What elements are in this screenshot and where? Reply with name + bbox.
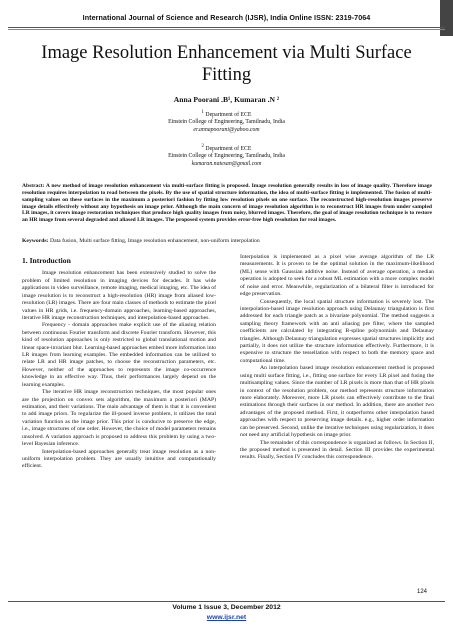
keywords-label: Keywords: (22, 238, 49, 244)
footer-url-link[interactable]: www.ijsr.net (206, 614, 247, 621)
keywords (22, 238, 432, 244)
right-paragraph: Interpolation is implemented as a pixel wise average algorithm of the LR measurements. It is proven to be the optimal solution in the maximum-likelihood (ML) sense with Gaussian additive noise. Instead of average operation, a median operation is adopted to seek for a robust ML estimation with a more complex model of noise and error. Meanwhile, regularization of a bilateral filter is introduced for edge preservation. (240, 254, 434, 298)
section-heading-introduction: 1. Introduction (22, 256, 71, 265)
left-paragraph: The iterative HR image reconstruction techniques, the most popular ones are the projection on convex sets algorithm, the maximum a posteriori (MAP) estimation, and their variations. The main advantage of them is that it is convenient to add image priors. To regularize the ill-posed inverse problem, it utilizes the total variation function as the image prior. This prior is conducive to preserve the edge, i.e., image structures of one order. However, the choice of model parameters remains unsolved. A variation approach is proposed to address this problem by using a two-level Bayesian inference. (22, 389, 216, 448)
author-line: Anna Poorani .B¹, Kumaran .N ² (173, 95, 280, 104)
left-paragraph: Image resolution enhancement has been extensively studied to solve the problem of limited resolution in imaging devices for decades. It has wide applications in video surveillance, remote imaging, medical imaging, etc. The idea of image resolution is to reconstruct a high-resolution (HR) image from aliased low-resolution (LR) images. There are four main classes of methods to estimate the pixel values in HR grids, i.e. frequency-domain approaches, learning-based approaches, iterative HR image reconstruction techniques, and interpolation-based approaches. (22, 270, 216, 321)
left-paragraph: Frequency - domain approaches make explicit use of the aliasing relation between continuous Fourier transform and discrete Fourier transform. However, this kind of resolution approaches is only restricted to global translational motion and linear space-invariant blur. Learning-based approaches embed more information into LR images from learning examples. The embedded information can be utilized to relate LR and HR image patches, to choose the reconstruction parameters, etc. However, neither of the approaches to represents the image co-occurrence knowledge in an effective way. Thus, their performances largely depend on the learning examples. (22, 322, 216, 388)
journal-header: International Journal of Science and Research (IJSR), India Online ISSN: 2319-7064 (82, 13, 371, 22)
affiliation-1 (0, 109, 453, 134)
abstract-text: A new method of image resolution enhancement via multi-surface fitting is proposed. Image resolution generally results in loss of image quality. Therefore image resolution requires interpolation to read between the pixels. By the use of spatial structure information, the idea of multi-surface fitting is implemented. The fusion of multi-sampling values on these surfaces in the maximum a posteriori fashion by fitting low resolution pixels on one surface. The reconstructed high-resolution images preserve image details effectively without any hypothesis on image prior. Although the main concern of image resolution algorithm is to reconstruct HR images from under sampled LR images, it covers image restoration techniques that produce high quality images from noisy, blurred images. Therefore, the goal of image resolution technique is to restore an HR image from several degraded and aliased LR images. The proposed system provides error-free high resolution for real images. (22, 183, 432, 224)
footer-issue: Volume 1 Issue 3, December 2012 (172, 604, 281, 611)
abstract-label: Abstract: (22, 183, 45, 189)
right-column (240, 254, 434, 462)
right-paragraph: An interpolation based image resolution enhancement method is proposed using multi surface fitting, i.e., fitting one surface for every LR pixel and fusing the multisampling values. Since the number of LR pixels is more than that of HR pixels in context of the resolution problem, our method represents structure information more elaborately. Moreover, more LR pixels can effectively contribute to the final estimations through their surfaces in our method. In addition, there are another two advantages of the proposed method. First, it outperforms other interpolation based approaches with respect to preserving image details. e.g., higher order information can be preserved. Second, unlike the iterative techniques using regularization, it does not need any artificial hypothesis on image prior. (240, 365, 434, 439)
header-rule (8, 27, 445, 28)
affiliation-1-dept: Department of ECE (205, 111, 252, 118)
page-number: 124 (417, 589, 428, 595)
left-column (22, 254, 216, 471)
affiliation-1-sup: 1 (201, 110, 204, 115)
footer-rule (8, 601, 445, 602)
affiliation-2-college: Einstein College of Engineering, Tamilnadu, India (168, 153, 285, 160)
affiliation-2 (0, 143, 453, 168)
affiliation-2-dept: Department of ECE (205, 145, 252, 152)
affiliation-2-email[interactable]: kumaran.natesan@gmail.com (191, 160, 262, 167)
affiliation-1-email[interactable]: er.annapoorani@yahoo.com (193, 126, 260, 133)
paper-title: Image Resolution Enhancement via Multi Surface Fitting (41, 43, 412, 85)
left-paragraph: Interpolation-based approaches generally treat image resolution as a non-uniform interpolation problem. They are usually intuitive and computationally efficient. (22, 448, 216, 470)
abstract (22, 183, 432, 224)
affiliation-2-sup: 2 (201, 144, 204, 149)
affiliation-1-college: Einstein College of Engineering, Tamilnadu, India (168, 119, 285, 126)
keywords-text: Data fusion, Multi surface fitting, Image resolution enhancement, non-uniform interpolation (49, 238, 260, 244)
header-rule-secondary (8, 29, 445, 30)
right-paragraph: The remainder of this correspondence is organized as follows. In Section II, the proposed method is presented in detail. Section III provides the experimental results. Finally, Section IV concludes this correspondence. (240, 439, 434, 461)
right-paragraph: Consequently, the local spatial structure information is severely lost. The interpolation-based image resolution approach using Delaunay triangulation is first addressed for each triangle patch as a bivariate polynomial. The method suggests a sampling theory framework with an anti aliasing pre filter, where the sampled coefficients are calculated by integrating B-spline polynomials and Delaunay triangles. Although Delaunay triangulation expresses spatial structures implicitly and partially, it does not utilize the structure information effectively. Furthermore, it is expensive to structure the tessellation with respect to both the memory space and computational time. (240, 298, 434, 364)
